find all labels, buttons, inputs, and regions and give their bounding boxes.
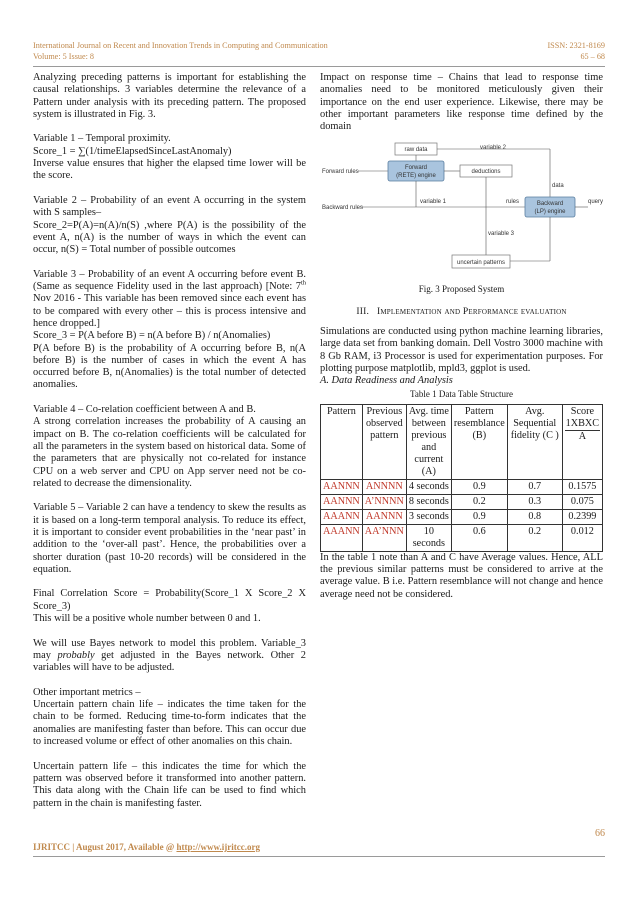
cell-resemblance: 0.9	[451, 509, 507, 524]
cell-fidelity: 0.3	[507, 494, 562, 509]
cell-resemblance: 0.2	[451, 494, 507, 509]
forward-rules-label: Forward rules	[322, 169, 359, 176]
cell-score: 0.012	[562, 524, 602, 551]
cell-fidelity: 0.2	[507, 524, 562, 551]
score-numerator: Score 1XBXC	[565, 405, 600, 429]
bayes-paragraph: We will use Bayes network to model this problem. Variable_3 may probably get adjusted in the Bayes network. Other 2 variables will have to be adjusted.	[33, 637, 306, 674]
impact-paragraph: Impact on response time – Chains that lead to response time anomalies need to be monitored meticulously given their importance on the end user experience. Likewise, there may be other important parameters like response time defined by the domain	[320, 72, 603, 133]
section-title: Implementation and Performance evaluation	[376, 305, 567, 317]
header-avg-time: Avg. time between previous and current (A)	[406, 404, 451, 479]
footer	[33, 842, 260, 852]
journal-volume: Volume: 5 Issue: 8	[33, 52, 95, 61]
right-column	[320, 72, 603, 601]
section-number: III.	[356, 305, 370, 317]
rules-label: rules	[506, 199, 520, 206]
cell-pattern: AAANN	[321, 524, 363, 551]
left-column	[33, 72, 306, 810]
proposed-system-figure	[320, 139, 603, 279]
query-label: query	[588, 199, 603, 206]
variable3-text: Variable 3 – Probability of an event A occurring before event B. (Same as sequence Fidelity used in the last approach) [Note: 7th Nov 2016 - This variable has been removed since each event has to be compared with every other – this is process intensive and hence dropped.]	[33, 268, 306, 329]
figure-caption: Fig. 3 Proposed System	[418, 284, 505, 295]
forward-engine-label1: Forward	[404, 165, 428, 172]
cell-previous: AA’NNN	[362, 524, 406, 551]
other-metrics-title: Other important metrics –	[33, 686, 141, 698]
variable1-score: Score_1 = ∑(1/timeElapsedSinceLastAnomaly)	[33, 145, 232, 157]
cell-fidelity: 0.8	[507, 509, 562, 524]
journal-title: International Journal on Recent and Innovation Trends in Computing and Communication	[33, 41, 328, 50]
system-diagram	[320, 139, 603, 279]
backward-engine-label1: Backward	[536, 201, 564, 208]
final-score: Final Correlation Score = Probability(Score_1 X Score_2 X Score_3)	[33, 588, 306, 612]
forward-engine-label2: (RETE) engine	[396, 173, 436, 180]
variable2-title: Variable 2 – Probability of an event A occurring in the system with S samples–	[33, 194, 306, 219]
footer-journal: IJRITCC | August 2017, Available @	[33, 842, 177, 852]
cell-time: 8 seconds	[406, 494, 451, 509]
variable1-text: Inverse value ensures that higher the elapsed time lower will be the score.	[33, 158, 306, 182]
table-row	[321, 524, 603, 551]
cell-pattern: AAANN	[321, 509, 363, 524]
backward-engine-label2: (LP) engine	[534, 209, 566, 216]
variable1-label: variable 1	[420, 199, 447, 206]
subsection-heading: A. Data Readiness and Analysis	[320, 375, 453, 387]
header-divider	[33, 66, 605, 67]
cell-previous: A’NNNN	[362, 494, 406, 509]
table-row	[321, 479, 603, 494]
cell-score: 0.075	[562, 494, 602, 509]
backward-rules-label: Backward rules	[322, 205, 364, 212]
cell-fidelity: 0.7	[507, 479, 562, 494]
header-previous: Previous observed pattern	[362, 404, 406, 479]
cell-resemblance: 0.6	[451, 524, 507, 551]
raw-data-label: raw data	[404, 147, 428, 154]
variable1-title: Variable 1 – Temporal proximity.	[33, 133, 171, 145]
table-header-row	[321, 404, 603, 479]
simulation-paragraph: Simulations are conducted using python machine learning libraries, large data set from banking domain. Dell Vostro 3000 machine with 8 Gb RAM, i3 Processor is used for experimentation purposes. For plotting purpose matplotlib, mpld3, ggplot is used.	[320, 326, 603, 374]
table-row	[321, 494, 603, 509]
header-fidelity: Avg. Sequential fidelity (C )	[507, 404, 562, 479]
table-caption: Table 1 Data Table Structure	[409, 388, 514, 399]
cell-time: 10 seconds	[406, 524, 451, 551]
cell-time: 3 seconds	[406, 509, 451, 524]
variable4-text: A strong correlation increases the probability of A causing an impact on B. The co-relation coefficients will be calculated for all the parameters in the system based on historical data. Some of the parameters that are physically not co-related for instance CPU on a web server and CPU on App server need not be co-related to decrease the dimensionality.	[33, 416, 306, 489]
issn-header	[547, 40, 605, 62]
table-row	[321, 509, 603, 524]
variable2-label: variable 2	[480, 145, 507, 152]
header-pattern: Pattern	[321, 404, 363, 479]
cell-score: 0.1575	[562, 479, 602, 494]
variable4-title: Variable 4 – Co-relation coefficient between A and B.	[33, 404, 256, 416]
header-resemblance: Pattern resemblance (B)	[451, 404, 507, 479]
cell-previous: ANNNN	[362, 479, 406, 494]
variable3-score: Score_3 = P(A before B) = n(A before B) / n(Anomalies)	[33, 330, 271, 342]
variable3-label: variable 3	[488, 231, 515, 238]
table-discussion: In the table 1 note than A and C have Average values. Hence, ALL the previous similar patterns must be considered to arrive at the average value. B i.e. Pattern resemblance will not change and hence average need not be considered.	[320, 551, 603, 600]
cell-pattern: AANNN	[321, 479, 363, 494]
variable5-text: Variable 5 – Variable 2 can have a tendency to skew the results as it is based on a long-term temporal analysis. To reduce its effect, it is important to consider event probabilities in the ‘near past’ in addition to the ‘over-all past’. Hence, the probabilities over a shorter duration (past 10-20 records) will be considered in the equation.	[33, 502, 306, 575]
page-number: 66	[595, 828, 605, 839]
footer-divider	[33, 856, 605, 857]
variable2-text: Score_2=P(A)=n(A)/n(S) ,where P(A) is the possibility of the event A, n(A) is the number of ways in which the event can occur, n(S) = Total number of possible outcomes	[33, 219, 306, 256]
data-table	[320, 404, 603, 552]
issn: ISSN: 2321-8169	[547, 41, 605, 50]
header-score	[562, 404, 602, 479]
variable3-explanation: P(A before B) is the probability of A occurring before B, n(A before B) is the number of cases in which the event A has occurred before B, n(Anomalies) is the total number of detected anomalies.	[33, 342, 306, 391]
intro-paragraph: Analyzing preceding patterns is important for establishing the causal relationships. 3 variables determine the relevance of a Pattern under analysis with its preceding pattern. The proposed system is illustrated in Fig. 3.	[33, 72, 306, 120]
pattern-life-text: Uncertain pattern life – this indicates the time for which the pattern was observed before it transformed into another pattern. This data along with the Chain life can be used to find which pattern in the chain is manifesting faster.	[33, 760, 306, 809]
cell-resemblance: 0.9	[451, 479, 507, 494]
chain-life-text: Uncertain pattern chain life – indicates the time taken for the chain to be formed. Reducing time-to-form indicates that the anomalies are manifesting faster than before. This can occur due to increased volume or effect of other anomalies on this chain.	[33, 699, 306, 748]
score-denominator: A	[578, 430, 587, 442]
section-heading	[320, 306, 603, 318]
uncertain-patterns-label: uncertain patterns	[456, 260, 506, 267]
data-label: data	[552, 183, 564, 190]
final-note: This will be a positive whole number between 0 and 1.	[33, 613, 261, 625]
page-range: 65 – 68	[580, 52, 605, 61]
cell-previous: AANNN	[362, 509, 406, 524]
deductions-label: deductions	[471, 169, 501, 176]
footer-link[interactable]: http://www.ijritcc.org	[176, 842, 260, 852]
cell-time: 4 seconds	[406, 479, 451, 494]
journal-header	[33, 40, 328, 62]
cell-pattern: AANNN	[321, 494, 363, 509]
cell-score: 0.2399	[562, 509, 602, 524]
